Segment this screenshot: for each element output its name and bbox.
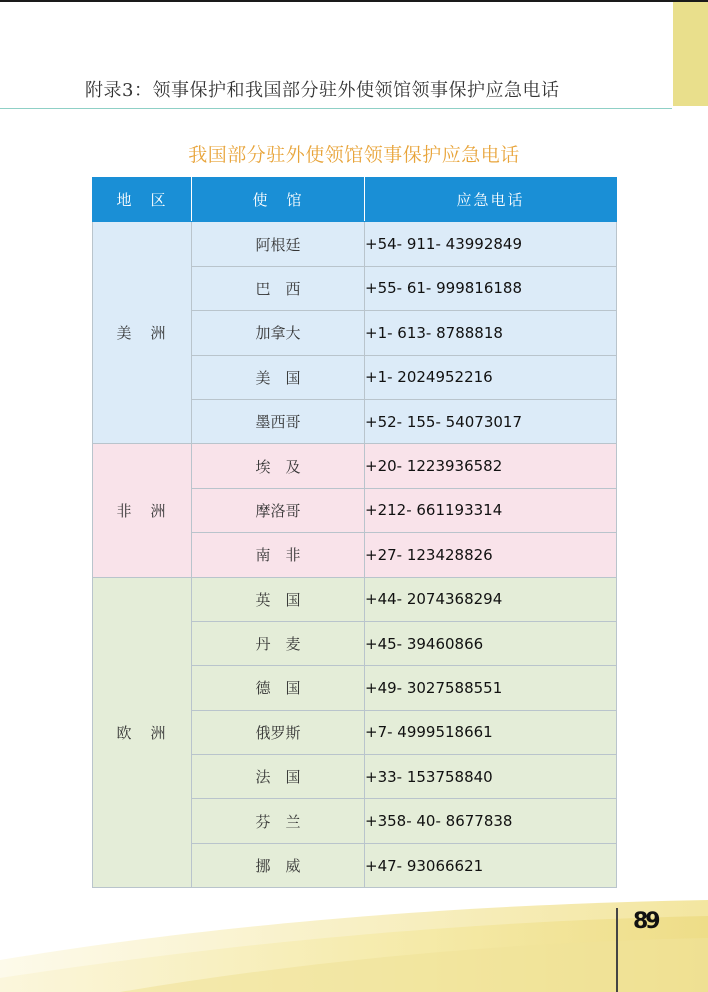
table-header-row (93, 178, 617, 222)
phone-cell: +44- 2074368294 (365, 577, 617, 621)
page-number-divider (616, 908, 618, 992)
phone-cell: +212- 661193314 (365, 488, 617, 532)
embassy-cell: 埃 及 (192, 444, 365, 488)
column-header-region: 地 区 (93, 178, 192, 222)
phone-cell: +20- 1223936582 (365, 444, 617, 488)
phone-cell: +7- 4999518661 (365, 710, 617, 754)
consulate-phone-table (92, 177, 617, 888)
phone-cell: +54- 911- 43992849 (365, 222, 617, 266)
column-header-phone: 应急电话 (365, 178, 617, 222)
embassy-cell: 墨西哥 (192, 399, 365, 443)
phone-cell: +47- 93066621 (365, 843, 617, 887)
region-cell-americas: 美 洲 (93, 222, 192, 444)
region-cell-europe: 欧 洲 (93, 577, 192, 888)
embassy-cell: 加拿大 (192, 311, 365, 355)
table-row (93, 222, 617, 266)
embassy-cell: 法 国 (192, 755, 365, 799)
column-header-embassy: 使 馆 (192, 178, 365, 222)
embassy-cell: 德 国 (192, 666, 365, 710)
phone-cell: +33- 153758840 (365, 755, 617, 799)
phone-cell: +45- 39460866 (365, 621, 617, 665)
phone-cell: +358- 40- 8677838 (365, 799, 617, 843)
top-rule (0, 0, 708, 2)
table-title: 我国部分驻外使领馆领事保护应急电话 (188, 144, 520, 166)
embassy-cell: 美 国 (192, 355, 365, 399)
embassy-cell: 摩洛哥 (192, 488, 365, 532)
embassy-cell: 阿根廷 (192, 222, 365, 266)
embassy-cell: 俄罗斯 (192, 710, 365, 754)
phone-cell: +27- 123428826 (365, 533, 617, 577)
table-row (93, 577, 617, 621)
corner-tab (673, 2, 708, 106)
phone-cell: +49- 3027588551 (365, 666, 617, 710)
page-number: 89 (633, 909, 658, 934)
header-divider (0, 108, 672, 109)
table-row (93, 444, 617, 488)
embassy-cell: 丹 麦 (192, 621, 365, 665)
embassy-cell: 巴 西 (192, 266, 365, 310)
embassy-cell: 南 非 (192, 533, 365, 577)
phone-cell: +1- 613- 8788818 (365, 311, 617, 355)
phone-cell: +55- 61- 999816188 (365, 266, 617, 310)
embassy-cell: 芬 兰 (192, 799, 365, 843)
embassy-cell: 英 国 (192, 577, 365, 621)
footer-swoosh (0, 900, 708, 992)
phone-cell: +52- 155- 54073017 (365, 399, 617, 443)
region-cell-africa: 非 洲 (93, 444, 192, 577)
embassy-cell: 挪 威 (192, 843, 365, 887)
phone-cell: +1- 2024952216 (365, 355, 617, 399)
page-header-title: 附录3：领事保护和我国部分驻外使领馆领事保护应急电话 (85, 80, 560, 101)
